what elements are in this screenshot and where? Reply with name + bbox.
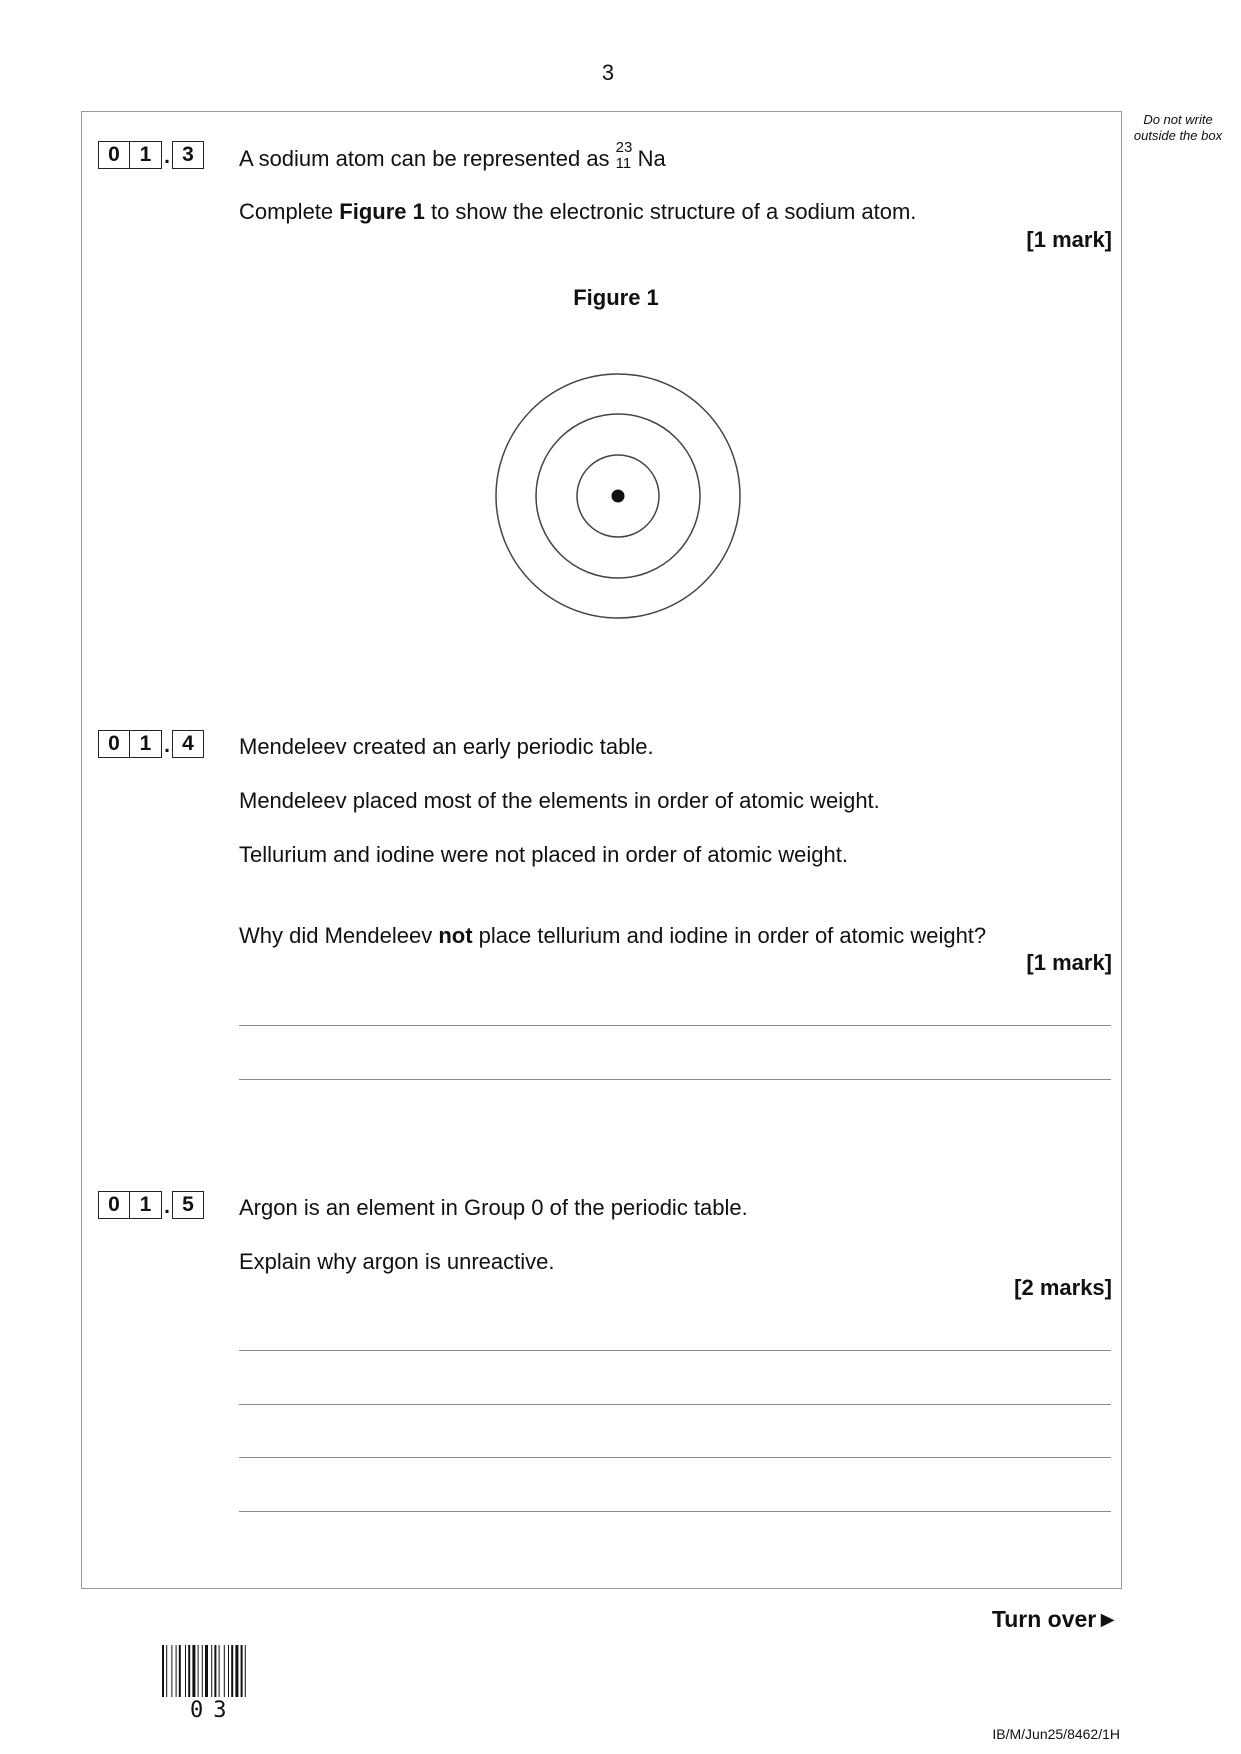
page-number: 3 — [601, 60, 615, 85]
marks-label: [2 marks] — [1014, 1275, 1112, 1300]
question-text: A sodium atom can be represented as — [239, 146, 616, 171]
barcode-bar — [202, 1645, 203, 1697]
barcode-bar — [176, 1645, 177, 1697]
answer-line[interactable] — [239, 1511, 1111, 1512]
question-01-4-line3: Tellurium and iodine were not placed in order of atomic weight. — [239, 842, 848, 867]
question-dot: . — [164, 734, 170, 757]
barcode-bar — [185, 1645, 186, 1697]
question-number-01-4 — [98, 728, 204, 758]
question-digit: 0 — [98, 1191, 130, 1219]
barcode-bar — [188, 1645, 190, 1697]
question-digit: 1 — [130, 1191, 162, 1219]
instruction-bold: Figure 1 — [339, 199, 425, 224]
barcode-bar — [166, 1645, 167, 1697]
barcode-number: 03 — [190, 1698, 237, 1723]
marks-label: [1 mark] — [1026, 227, 1112, 252]
figure-title: Figure 1 — [573, 285, 659, 310]
barcode-image — [162, 1645, 278, 1697]
question-01-5-line1: Argon is an element in Group 0 of the periodic table. — [239, 1195, 748, 1220]
answer-line[interactable] — [239, 1025, 1111, 1026]
question-01-4-question — [239, 923, 986, 949]
barcode-bar — [171, 1645, 172, 1697]
nuclide-notation — [615, 139, 638, 173]
paper-code: IB/M/Jun25/8462/1H — [992, 1726, 1120, 1742]
question-01-3-instruction — [239, 199, 916, 225]
question-digit: 0 — [98, 730, 130, 758]
nucleus — [612, 490, 625, 503]
question-dot: . — [164, 145, 170, 168]
question-number-01-3 — [98, 139, 204, 169]
barcode-bar — [219, 1645, 220, 1697]
answer-line[interactable] — [239, 1404, 1111, 1405]
element-symbol: Na — [637, 146, 666, 171]
barcode-bar — [162, 1645, 164, 1697]
barcode-bar — [198, 1645, 199, 1697]
question-text: place tellurium and iodine in order of atomic weight? — [472, 923, 987, 948]
barcode-bar — [235, 1645, 238, 1697]
barcode-bar — [224, 1645, 225, 1697]
mass-number: 23 — [615, 139, 633, 157]
barcode-bar — [192, 1645, 195, 1697]
question-digit: 0 — [98, 141, 130, 169]
question-text: Why did Mendeleev — [239, 923, 439, 948]
instruction-text: to show the electronic structure of a sodium atom. — [424, 199, 917, 224]
barcode-bar — [214, 1645, 216, 1697]
question-bold: not — [438, 923, 473, 948]
barcode-bar — [241, 1645, 243, 1697]
question-digit: 1 — [130, 730, 162, 758]
barcode-bar — [179, 1645, 181, 1697]
marks-label: [1 mark] — [1026, 950, 1112, 975]
question-01-5-line2: Explain why argon is unreactive. — [239, 1249, 555, 1274]
barcode-bar — [211, 1645, 212, 1697]
atomic-number: 11 — [615, 155, 632, 173]
barcode-bar — [231, 1645, 233, 1697]
barcode-bar — [228, 1645, 229, 1697]
question-digit: 3 — [172, 141, 204, 169]
question-digit: 4 — [172, 730, 204, 758]
turn-over-label: Turn over► — [991, 1606, 1119, 1632]
question-number-01-5 — [98, 1189, 204, 1219]
question-dot: . — [164, 1195, 170, 1218]
margin-note: Do not write outside the box — [1133, 112, 1223, 143]
answer-line[interactable] — [239, 1079, 1111, 1080]
question-digit: 5 — [172, 1191, 204, 1219]
question-01-3-intro — [239, 139, 666, 173]
question-digit: 1 — [130, 141, 162, 169]
atom-shell-diagram — [490, 368, 746, 624]
instruction-text: Complete — [239, 199, 340, 224]
question-01-4-line2: Mendeleev placed most of the elements in order of atomic weight. — [239, 788, 880, 813]
answer-line[interactable] — [239, 1350, 1111, 1351]
barcode-bar — [205, 1645, 208, 1697]
question-01-4-line1: Mendeleev created an early periodic table. — [239, 734, 654, 759]
answer-line[interactable] — [239, 1457, 1111, 1458]
barcode-bar — [245, 1645, 246, 1697]
